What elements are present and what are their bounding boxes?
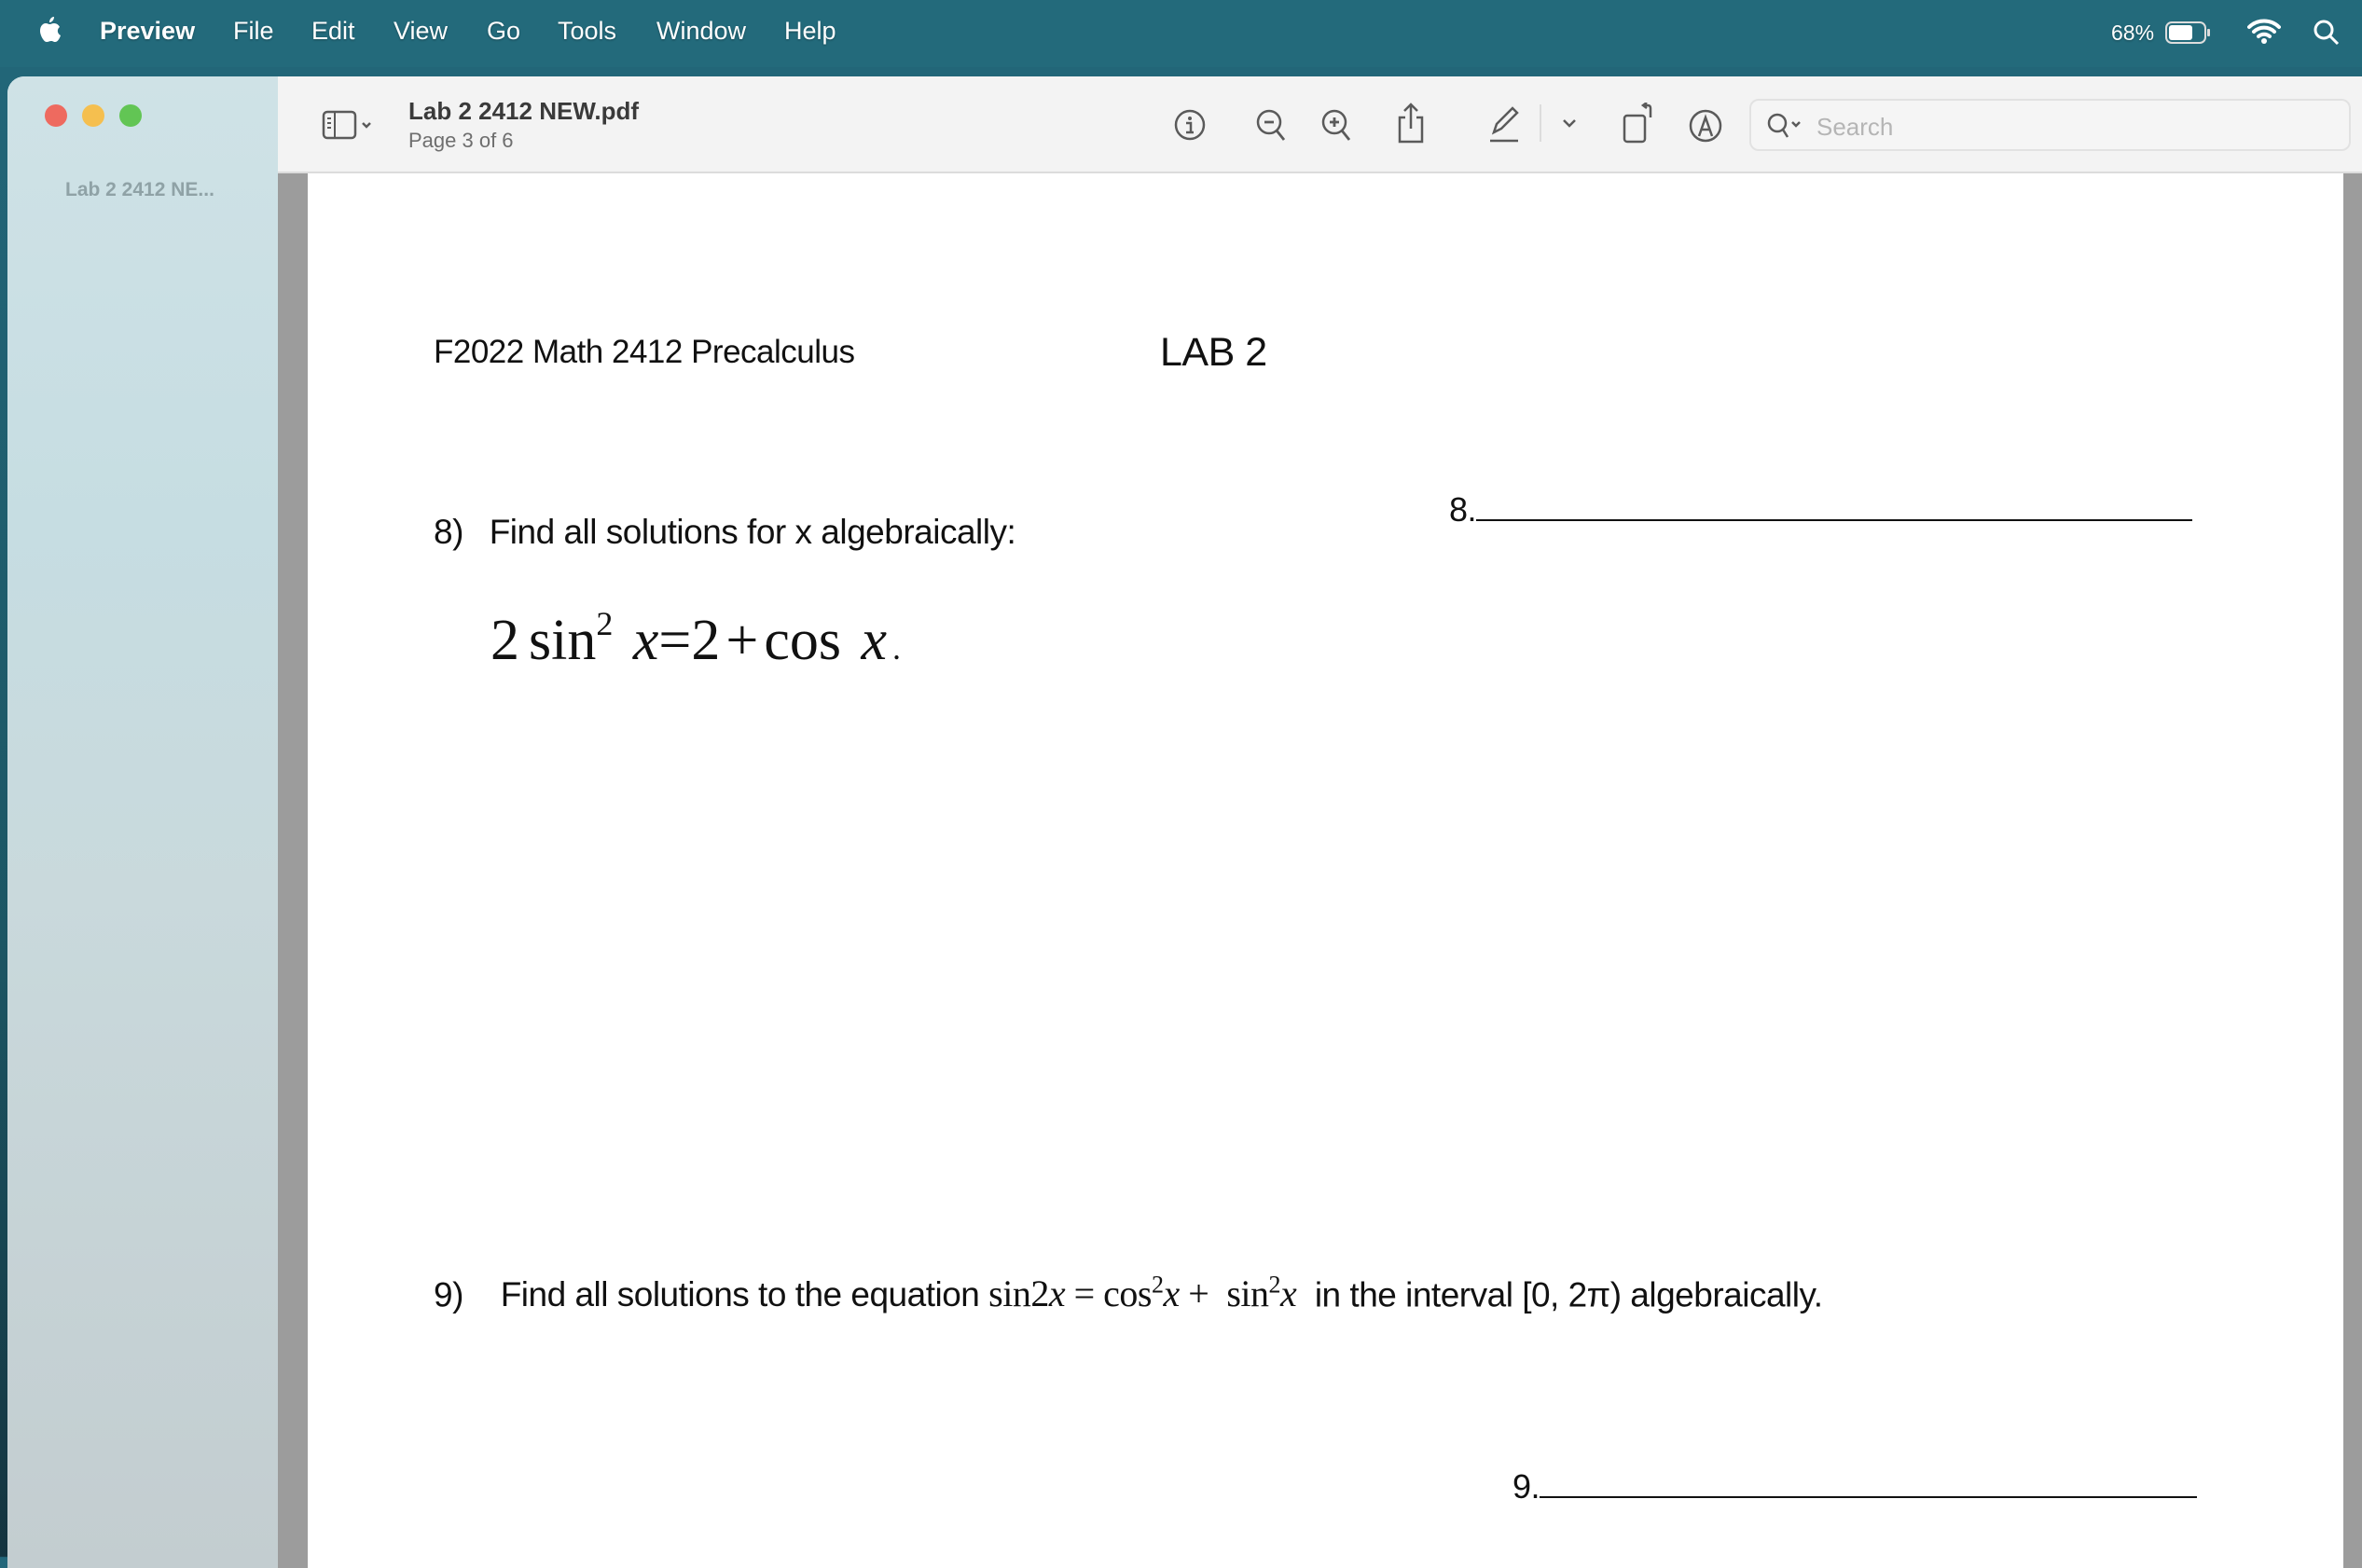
- rotate-icon[interactable]: [1621, 103, 1658, 144]
- q9-text-b: in the interval [0, 2π) algebraically.: [1296, 1275, 1823, 1314]
- sidebar: [7, 76, 278, 1568]
- q9-text-a: Find all solutions to the equation: [500, 1275, 989, 1314]
- q9-number: 9): [434, 1275, 463, 1314]
- markup-icon[interactable]: [1688, 108, 1723, 144]
- menu-file[interactable]: File: [233, 17, 274, 45]
- menu-bar: [0, 0, 2362, 67]
- menu-go[interactable]: Go: [487, 17, 521, 45]
- minimize-button[interactable]: [82, 104, 104, 127]
- eq-x: x: [1048, 1272, 1066, 1315]
- eq-exponent: 2: [1268, 1272, 1281, 1299]
- share-icon[interactable]: [1395, 103, 1427, 144]
- menu-edit[interactable]: Edit: [311, 17, 355, 45]
- document-title: Lab 2 2412 NEW.pdf: [408, 97, 640, 125]
- spotlight-search-icon[interactable]: [2313, 19, 2341, 47]
- page-gutter-left: [278, 173, 308, 1568]
- sidebar-thumbnail-label[interactable]: Lab 2 2412 NE...: [65, 179, 214, 200]
- eq-equals: =: [658, 609, 692, 672]
- search-icon: [1766, 112, 1803, 140]
- course-header: F2022 Math 2412 Precalculus: [434, 334, 855, 370]
- eq-exponent: 2: [1152, 1272, 1164, 1299]
- highlight-pen-icon[interactable]: [1486, 104, 1524, 144]
- question-8: [434, 513, 1015, 552]
- eq-x: x: [861, 609, 888, 672]
- menu-view[interactable]: View: [394, 17, 449, 45]
- zoom-in-icon[interactable]: [1320, 108, 1354, 144]
- info-icon[interactable]: [1173, 108, 1207, 142]
- eq-two: 2: [691, 609, 721, 672]
- zoom-out-icon[interactable]: [1255, 108, 1289, 144]
- chevron-down-icon[interactable]: [1561, 117, 1578, 131]
- eq-sin: sin: [529, 609, 597, 672]
- eq-equals: =: [1065, 1272, 1104, 1315]
- eq-x: x: [632, 609, 659, 672]
- eq-cos: cos: [1103, 1272, 1152, 1315]
- menu-window[interactable]: Window: [656, 17, 747, 45]
- menu-tools[interactable]: Tools: [558, 17, 617, 45]
- answer-9-label: 9.: [1513, 1467, 1540, 1506]
- menu-help[interactable]: Help: [784, 17, 836, 45]
- preview-window: [7, 76, 2362, 1568]
- wifi-icon[interactable]: [2247, 17, 2281, 45]
- search-field[interactable]: [1749, 99, 2351, 151]
- toolbar-divider: [1540, 104, 1541, 142]
- eq-period: .: [892, 629, 902, 667]
- q8-number: 8): [434, 513, 463, 551]
- zoom-button[interactable]: [119, 104, 142, 127]
- battery-icon[interactable]: [2165, 21, 2212, 45]
- page-gutter-right: [2343, 173, 2362, 1568]
- eq-sin: sin: [1226, 1272, 1269, 1315]
- toolbar: [278, 76, 2362, 173]
- eq-sin2: sin2: [988, 1272, 1049, 1315]
- close-button[interactable]: [45, 104, 67, 127]
- answer-9-blank[interactable]: [1540, 1496, 2197, 1498]
- sidebar-toggle-icon[interactable]: [322, 110, 378, 140]
- answer-8-blank[interactable]: [1476, 519, 2192, 521]
- eq-x: x: [1280, 1272, 1297, 1315]
- eq-coefficient: 2: [490, 609, 519, 672]
- eq-exponent: 2: [596, 605, 614, 642]
- question-9: [434, 1272, 1823, 1315]
- eq-plus: +: [1179, 1272, 1227, 1315]
- eq-plus: +: [725, 609, 759, 672]
- eq-x: x: [1163, 1272, 1180, 1315]
- battery-percent: 68%: [2111, 21, 2155, 45]
- answer-9-line: [1513, 1467, 2197, 1506]
- q8-text: Find all solutions for x algebraically:: [489, 513, 1016, 551]
- lab-title: LAB 2: [1160, 330, 1267, 375]
- eq-cos: cos: [764, 609, 841, 672]
- search-placeholder: Search: [1816, 113, 1894, 141]
- page-info: Page 3 of 6: [408, 129, 514, 152]
- q8-equation: [490, 604, 901, 674]
- pdf-page: [308, 173, 2343, 1568]
- apple-icon[interactable]: [37, 15, 62, 45]
- menu-app-preview[interactable]: Preview: [100, 17, 196, 45]
- answer-8-line: [1449, 490, 2192, 530]
- answer-8-label: 8.: [1449, 490, 1477, 529]
- q9-equation: [988, 1272, 1296, 1314]
